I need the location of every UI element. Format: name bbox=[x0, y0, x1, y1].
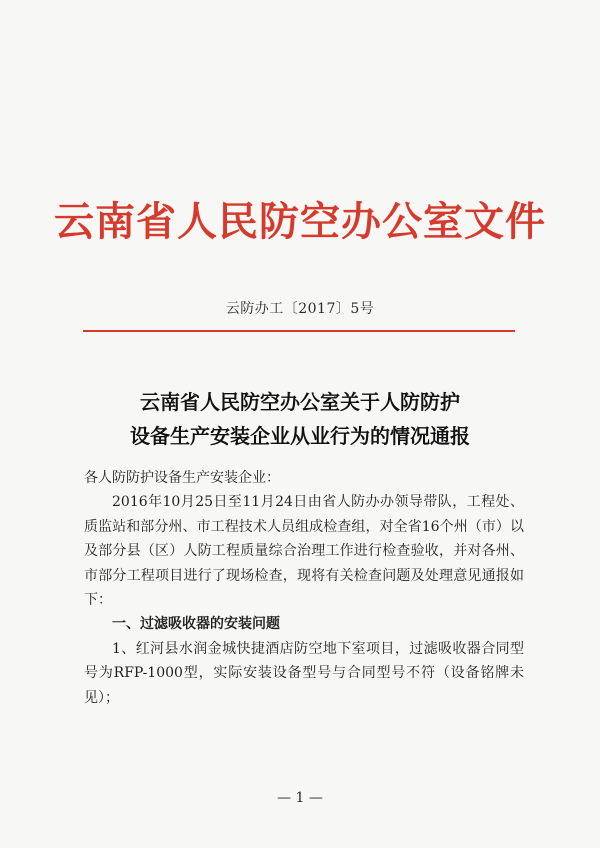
section-heading-1: 一、过滤吸收器的安装问题 bbox=[112, 616, 280, 633]
paragraph-item-1: 1、红河县水润金城快捷酒店防空地下室项目，过滤吸收器合同型号为RFP-1000型，实际安装设备型号与合同型号不符（设备铭牌未见）； bbox=[84, 640, 524, 706]
notice-title bbox=[0, 385, 600, 453]
notice-title-line-1: 云南省人民防空办公室关于人防防护 bbox=[140, 390, 460, 414]
paragraph-intro: 2016年10月25日至11月24日由省人防办办领导带队，工程处、质监站和部分州、市工程技术人员组成检查组，对全省16个州（市）以及部分县（区）人防工程质量综合治理工作进行检查验收，并对各州、市部分工程项目进行了现场检查，现将有关检查问题及处理意见通报如下： bbox=[84, 494, 524, 609]
page-number: — 1 — bbox=[277, 790, 323, 806]
notice-title-line-2: 设备生产安装企业从业行为的情况通报 bbox=[130, 424, 470, 448]
document-body bbox=[84, 466, 524, 710]
salutation: 各人防防护设备生产安装企业： bbox=[84, 470, 280, 486]
issuer-title: 云南省人民防空办公室文件 bbox=[54, 198, 546, 245]
red-divider-line bbox=[83, 330, 515, 332]
document-number: 云防办工〔2017〕5号 bbox=[225, 301, 375, 317]
